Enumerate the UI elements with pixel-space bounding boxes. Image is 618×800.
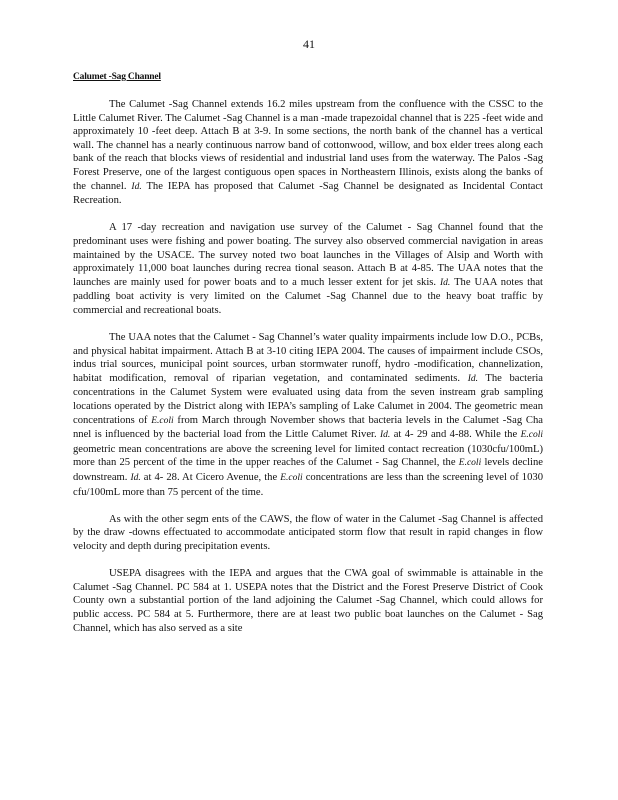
italic-citation: Id. (440, 277, 451, 288)
italic-citation: E.coli (458, 458, 482, 469)
italic-citation: Id. (130, 473, 141, 484)
text-run: The UAA notes that the Calumet - Sag Channel’s water quality impairments include low D.O., PCBs, and physical habitat impairment. Attach B at 3-10 citing IEPA 2004. The causes of impairment include CSOs, indus trial sources, municipal point sources, urban stormwater runoff, hydro -modification, channelization, habitat modification, removal of riparian vegetation, and contaminated sediments. (73, 332, 543, 384)
text-run: The IEPA has proposed that Calumet -Sag Channel be designated as Incidental Contact Recreation. (73, 180, 543, 207)
text-run: As with the other segm ents of the CAWS, the flow of water in the Calumet -Sag Channel is affected by the draw -downs effectuated to accommodate anticipated storm flow that result in rapid changes in flow velocity and depth during precipitation events. (73, 513, 543, 552)
body-paragraph (73, 221, 543, 317)
section-heading: Calumet -Sag Channel (73, 72, 161, 82)
body-paragraph (73, 331, 543, 499)
text-run: from March through November shows that bacteria levels in the Calumet -Sag Cha nnel is influenced by the bacterial load from the Little Calumet River. (73, 414, 543, 441)
italic-citation: Id. (131, 181, 142, 192)
text-run: levels decline downstream. (73, 457, 544, 484)
body-paragraph (73, 567, 543, 635)
text-run: at 4- 28. At Cicero Avenue, the (140, 472, 281, 484)
text-run: The bacteria concentrations in the Calumet System were evaluated using data from the seven instream grab sampling locations operated by the District along with IEPA’s sampling of Lake Calumet in 2004. The geometric mean concentrations of (73, 372, 543, 426)
body-text (73, 98, 543, 635)
italic-citation: Id. (467, 373, 478, 384)
italic-citation: Id. (380, 430, 391, 441)
italic-citation: E.coli (280, 473, 303, 484)
body-paragraph (73, 513, 543, 554)
text-run: geometric mean concentrations are above the screening level for limited contact recreation (1030cfu/100mL) more than 25 percent of the time in the upper reaches of the Calumet - Sag Channel, the (73, 443, 543, 469)
text-run: concentrations are less than the screening level of 1030 cfu/100mL more than 75 percent of the time. (73, 472, 543, 498)
text-run: The Calumet -Sag Channel extends 16.2 miles upstream from the confluence with the CSSC to the Little Calumet River. The Calumet -Sag Channel is a man -made trapezoidal channel that is 225 -feet wide and approximately 10 -feet deep. Attach B at 3-9. In some sections, the north bank of the channel has a vertical wall. The channel has a nearly continuous narrow band of cottonwood, willow, and box elder trees along each bank of the reach that blocks views of residential and industrial land uses from the waterway. The Palos -Sag Forest Preserve, one of the largest contiguous open spaces in Northeastern Illinois, exists along the banks of the channel. (73, 99, 543, 192)
italic-citation: E.coli (520, 430, 543, 441)
text-run: A 17 -day recreation and navigation use survey of the Calumet - Sag Channel found that the predominant uses were fishing and power boating. The survey also observed commercial navigation in areas maintained by the USACE. The survey noted two boat launches in the Villages of Alsip and Worth with approximately 11,000 boat launches during recrea tional season. Attach B at 4-85. The UAA notes that the launches are mainly used for power boats and to a much lesser extent for jet skis. (73, 222, 543, 288)
text-run: at 4- 29 and 4-88. While the (390, 429, 521, 441)
text-run: The UAA notes that paddling boat activity is very limited on the Calumet -Sag Channel due to the heavy boat traffic by commercial and recreational boats. (73, 276, 543, 316)
italic-citation: E.coli (151, 415, 174, 426)
text-run: USEPA disagrees with the IEPA and argues that the CWA goal of swimmable is attainable in the Calumet -Sag Channel. PC 584 at 1. USEPA notes that the District and the Forest Preserve District of Cook County own a substantial portion of the land adjoining the Calumet -Sag Channel, which could allows for public access. PC 584 at 5. Furthermore, there are at least two public boat launches on the Calumet - Sag Channel, which has also served as a site (73, 568, 543, 634)
body-paragraph (73, 98, 543, 208)
page-number: 41 (303, 37, 315, 51)
